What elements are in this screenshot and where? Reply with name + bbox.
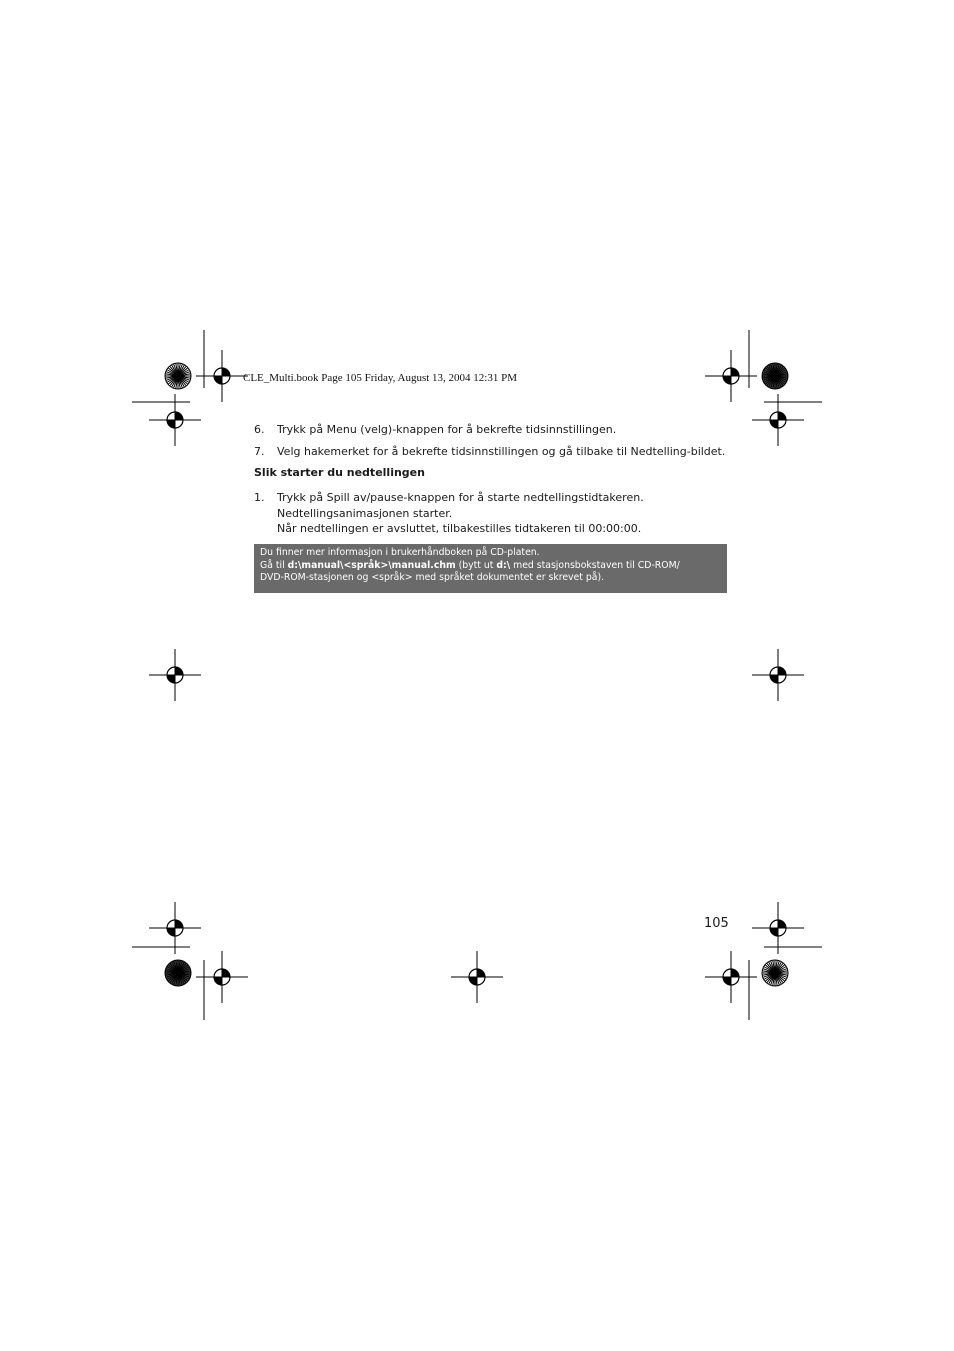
section-heading: Slik starter du nedtellingen	[254, 466, 425, 479]
note-line: Du finner mer informasjon i brukerhåndboken på CD-platen.	[260, 547, 540, 558]
registration-crosshair-icon	[752, 649, 804, 701]
info-note-box	[254, 544, 727, 593]
registration-crosshair-icon	[149, 649, 201, 701]
starburst-target-icon	[762, 960, 788, 986]
drive-letter: d:\	[496, 559, 511, 571]
starburst-target-icon	[165, 363, 191, 389]
note-text: Gå til	[260, 559, 288, 571]
step-number: 7.	[254, 445, 265, 458]
print-header: CLE_Multi.book Page 105 Friday, August 13, 2004 12:31 PM	[243, 372, 517, 384]
starburst-target-icon	[762, 363, 788, 389]
registration-crosshair-icon	[451, 951, 503, 1003]
note-line: DVD-ROM-stasjonen og <språk> med språket dokumentet er skrevet på).	[260, 572, 605, 584]
step-result: Når nedtellingen er avsluttet, tilbakestilles tidtakeren til 00:00:00.	[277, 522, 642, 535]
manual-path: d:\manual\<språk>\manual.chm	[287, 559, 456, 571]
registration-crosshair-icon	[752, 902, 804, 954]
step-number: 1.	[254, 491, 265, 504]
page-number: 105	[704, 916, 729, 931]
step-result: Nedtellingsanimasjonen starter.	[277, 506, 453, 520]
note-line	[260, 560, 727, 573]
starburst-target-icon	[165, 960, 191, 986]
step-number: 6.	[254, 423, 265, 436]
step-text: Trykk på Menu (velg)-knappen for å bekrefte tidsinnstillingen.	[277, 423, 617, 436]
note-text: med stasjonsbokstaven til CD-ROM/	[510, 559, 680, 571]
registration-crosshair-icon	[149, 902, 201, 954]
step-text: Velg hakemerket for å bekrefte tidsinnstillingen og gå tilbake til Nedtelling-bildet.	[277, 445, 726, 458]
step-text: Trykk på Spill av/pause-knappen for å starte nedtellingstidtakeren.	[277, 491, 644, 504]
note-text: (bytt ut	[455, 559, 497, 571]
